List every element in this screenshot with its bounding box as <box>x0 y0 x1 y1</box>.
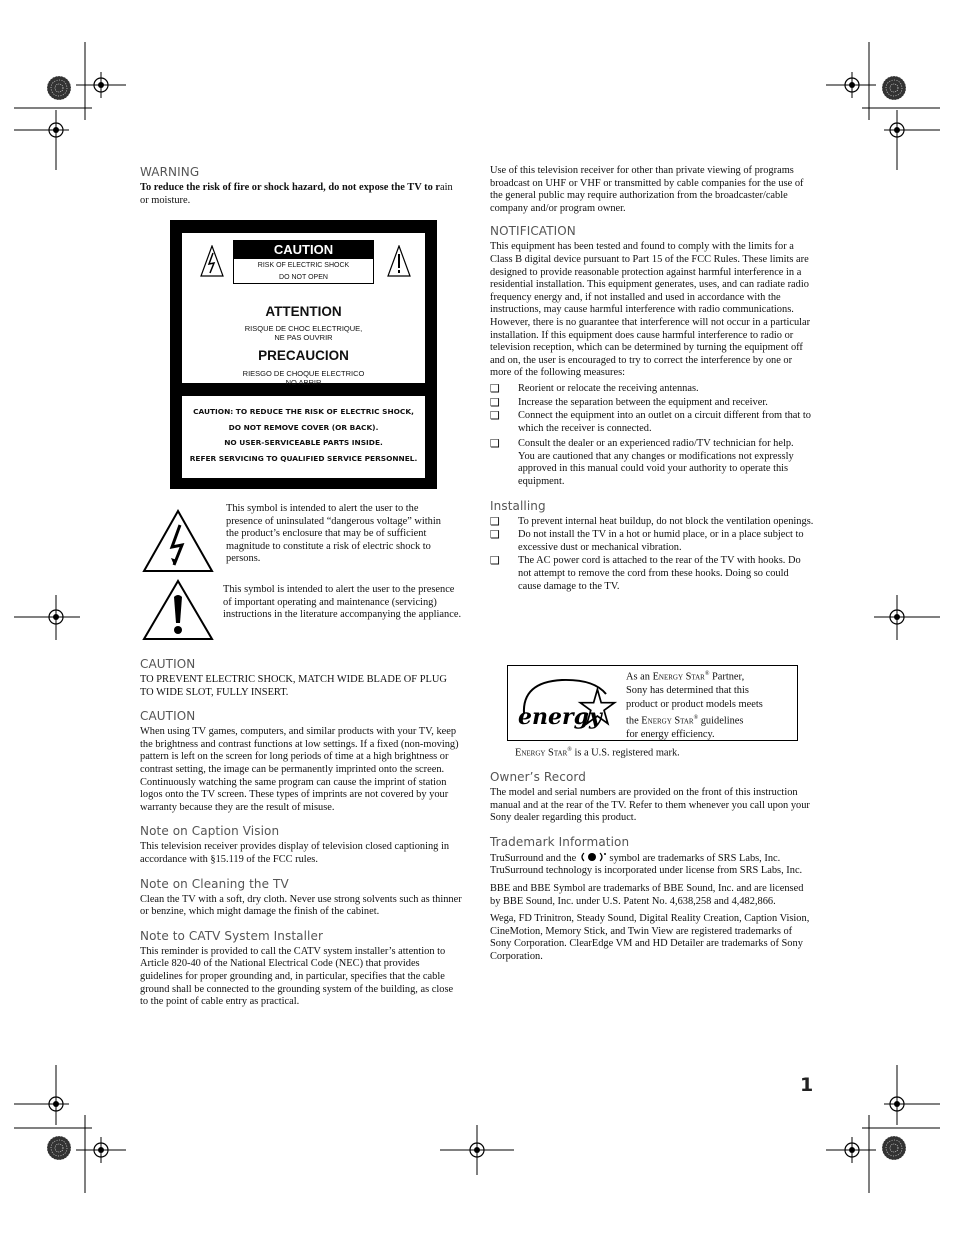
caution-title: CAUTION <box>234 241 373 259</box>
owners-record-heading: Owner’s Record <box>490 770 586 784</box>
caution2-heading: CAUTION <box>140 709 196 724</box>
warning-rest-text: ain or moisture. <box>140 182 453 206</box>
list-item: ❑ Increase the separation between the equipment and receiver. <box>490 395 768 409</box>
list-item: ❑ Connect the equipment into an outlet on a circuit different from that to which the receiver is connected. <box>490 409 811 434</box>
page-number: 1 <box>800 1074 814 1096</box>
attention-title: ATTENTION <box>265 304 342 319</box>
caution1-text: TO PREVENT ELECTRIC SHOCK, MATCH WIDE BLADE OF PLUG TO WIDE SLOT, FULLY INSERT. <box>140 674 447 698</box>
checkbox-icon: ❑ <box>490 395 500 409</box>
checkbox-icon: ❑ <box>490 528 500 542</box>
installing-list <box>490 516 814 594</box>
right-column-lower <box>490 770 814 964</box>
caution-label-bottom <box>182 396 425 478</box>
caution-line-1: CAUTION: TO REDUCE THE RISK OF ELECTRIC SHOCK, <box>193 407 414 416</box>
catv-text: This reminder is provided to call the CATV system installer’s attention to Article 820-40 of the National Electrical Code (NEC) that provides guidelines for proper grounding and, in particular, specifies that the cable ground shall be connected to the grounding system of the building, as close to the point of cable entry as practical. <box>140 945 454 1008</box>
checkbox-icon: ❑ <box>490 409 500 423</box>
lightning-warning-icon <box>200 245 224 277</box>
caution-sub-2: DO NOT OPEN <box>279 273 328 281</box>
list-item: ❑ Consult the dealer or an experienced radio/TV technician for help. You are cautioned that any changes or modifications not expressly approved in this manual could void your authority to operate this equipment. <box>490 437 794 488</box>
notification-list <box>490 383 814 489</box>
exclamation-symbol-text: This symbol is intended to alert the user to the presence of important operating and maintenance (servicing) instructions in the literature accompanying the appliance. <box>223 584 462 621</box>
checkbox-icon: ❑ <box>490 381 500 395</box>
caution1-heading: CAUTION <box>140 657 196 671</box>
left-column <box>140 165 462 207</box>
caution-line-2: DO NOT REMOVE COVER (OR BACK). <box>228 422 379 432</box>
left-column-lower <box>140 657 462 1009</box>
caution-line-4: REFER SERVICING TO QUALIFIED SERVICE PERSONNEL. <box>189 453 418 463</box>
caution-label-box <box>170 220 437 489</box>
cautioned-text: You are cautioned that any changes or modifications not expressly approved in this manual could void your authority to operate this equipment. <box>518 450 794 488</box>
exclamation-symbol-icon <box>142 579 214 641</box>
list-item: ❑ To prevent internal heat buildup, do not block the ventilation openings. <box>490 514 814 528</box>
trademark-p1: TruSurround and the symbol are trademarks of SRS Labs, Inc. TruSurround technology is incorporated under license from SRS Labs, Inc. <box>490 852 803 877</box>
energy-logo-word: energy <box>518 704 602 730</box>
energy-star-box <box>507 665 798 741</box>
exclamation-warning-icon <box>387 245 411 277</box>
lightning-symbol-text: This symbol is intended to alert the user to the presence of uninsulated “dangerous voltage” within the product’s enclosure that may be of sufficient magnitude to constitute a risk of electric shock to persons. <box>226 503 441 565</box>
precaucion-sub-1: RIESGO DE CHOQUE ELECTRICO <box>242 369 365 378</box>
caption-vision-text: This television receiver provides display of television closed captioning in accordance with §15.119 of the FCC rules. <box>140 841 450 865</box>
warning-text <box>140 182 462 207</box>
installing-heading: Installing <box>490 498 546 513</box>
checkbox-icon: ❑ <box>490 514 500 528</box>
warning-bold-text: To reduce the risk of fire or shock hazard, do not expose the TV to r <box>140 182 440 193</box>
lightning-symbol-icon <box>142 509 214 573</box>
energy-star-note: Energy Star® is a U.S. registered mark. <box>515 747 680 759</box>
caution-line-3: NO USER-SERVICEABLE PARTS INSIDE. <box>224 438 383 447</box>
caption-vision-heading: Note on Caption Vision <box>140 824 280 839</box>
energy-star-logo-icon <box>514 674 622 736</box>
precaucion-title: PRECAUCION <box>258 348 349 363</box>
trademark-p3: Wega, FD Trinitron, Steady Sound, Digital Reality Creation, Caption Vision, CineMotion, Memory Stick, and Twin View are registered trademarks of Sony Corporation. ClearEdge VM and HD Detailer are trademarks of Sony Corporation. <box>490 913 810 962</box>
energy-star-text: As an Energy Star® Partner, Sony has determined that this product or product models meets the Energy Star® guidelines for energy efficiency. <box>626 671 763 741</box>
right-column <box>490 165 814 594</box>
trademark-heading: Trademark Information <box>490 834 630 849</box>
cleaning-heading: Note on Cleaning the TV <box>140 876 289 891</box>
notification-heading: NOTIFICATION <box>490 224 576 239</box>
list-item: ❑ Do not install the TV in a hot or humid place, or in a place subject to excessive dust or mechanical vibration. <box>490 528 804 553</box>
attention-sub-1: RISQUE DE CHOC ELECTRIQUE, <box>244 324 363 333</box>
trademark-p2: BBE and BBE Symbol are trademarks of BBE Sound, Inc. and are licensed by BBE Sound, Inc. under U.S. Patent No. 4,638,258 and 4,482,866. <box>490 882 804 907</box>
list-item: ❑ Reorient or relocate the receiving antennas. <box>490 381 699 395</box>
attention-sub-2: NE PAS OUVRIR <box>274 333 333 342</box>
checkbox-icon: ❑ <box>490 554 500 568</box>
caution-label-top <box>182 233 425 387</box>
use-text: Use of this television receiver for other than private viewing of programs broadcast on UHF or VHF or transmitted by cable companies for the use of the general public may require authorization from the broadcaster/cable company and/or program owner. <box>490 165 804 214</box>
srs-symbol-icon <box>579 852 607 862</box>
precaucion-sub-2: NO ABRIR <box>285 378 322 387</box>
warning-heading: WARNING <box>140 165 200 179</box>
catv-heading: Note to CATV System Installer <box>140 928 323 943</box>
caution-header <box>233 240 374 284</box>
caution2-text: When using TV games, computers, and similar products with your TV, keep the brightness and contrast functions at low settings. If a fixed (non-moving) pattern is left on the screen for long periods of time at a high brightness or contrast setting, the image can be permanently imprinted onto the screen. Continuously watching the same program can cause the imprint of station logos onto the TV screen. These types of imprints are not covered by your warranty because they are the result of misuse. <box>140 726 459 813</box>
list-item: ❑ The AC power cord is attached to the rear of the TV with hooks. Do not attempt to remove the cord from these hooks. Doing so could cause damage to the TV. <box>490 554 801 592</box>
owners-record-text: The model and serial numbers are provided on the front of this instruction manual and at the rear of the TV. Refer to them whenever you call upon your Sony dealer regarding this product. <box>490 787 810 824</box>
checkbox-icon: ❑ <box>490 437 500 451</box>
cleaning-text: Clean the TV with a soft, dry cloth. Never use strong solvents such as thinner or benzine, which might damage the finish of the cabinet. <box>140 893 462 918</box>
caution-sub-1: RISK OF ELECTRIC SHOCK <box>257 262 350 269</box>
notification-text: This equipment has been tested and found to comply with the limits for a Class B digital device pursuant to Part 15 of the FCC Rules. These limits are designed to provide reasonable protection against harmful interference in a residential installation. This equipment generates, uses, and can radiate radio frequency energy and, if not installed and used in accordance with the instructions, may cause harmful interference with radio communications. However, there is no guarantee that interference will not occur in a particular installation. If this equipment does cause harmful interference to radio or television reception, which can be determined by turning the equipment off and on, the user is encouraged to try to correct the interference by one or more of the following measures: <box>490 241 811 379</box>
